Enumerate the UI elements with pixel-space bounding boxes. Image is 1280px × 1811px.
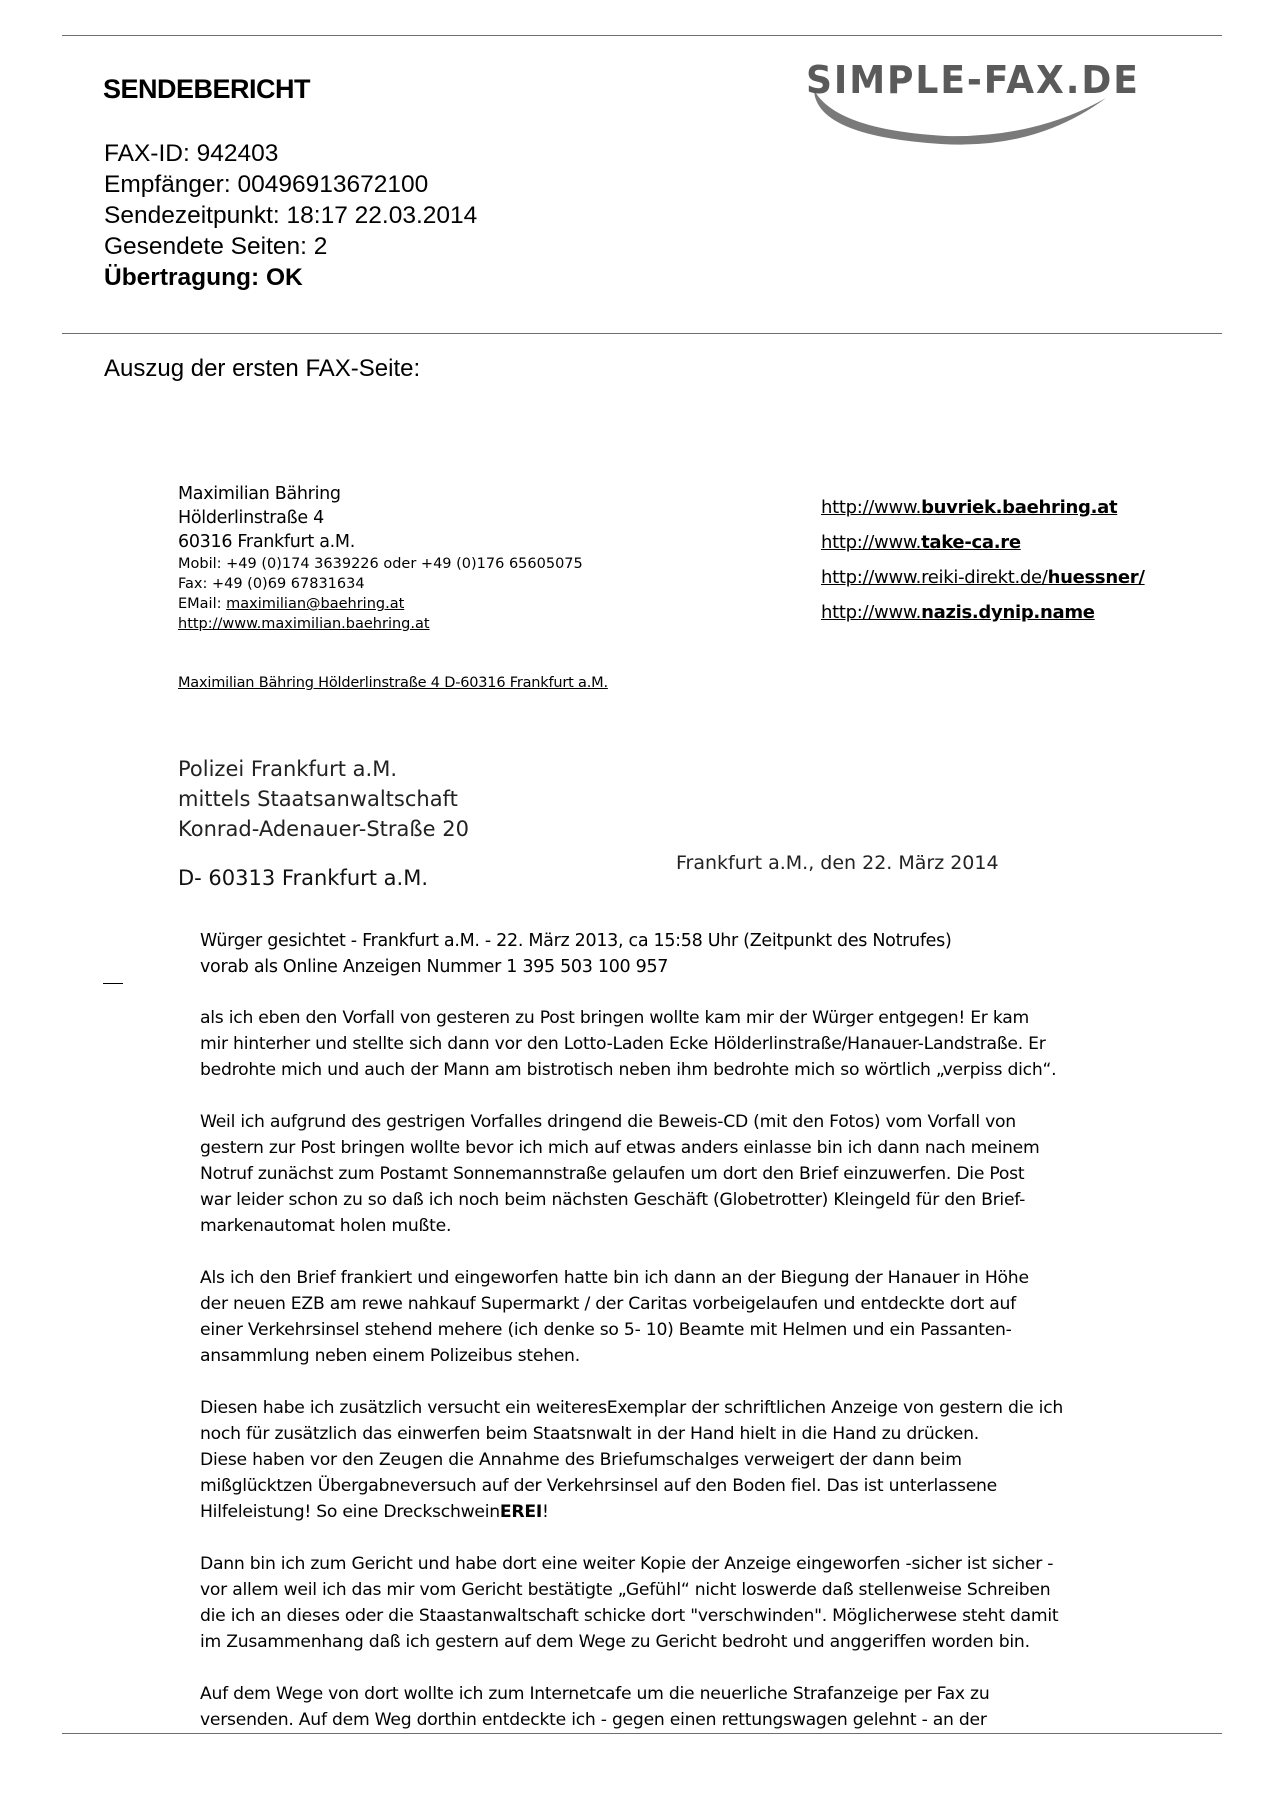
link-take-care[interactable]: http://www.take-ca.re <box>821 532 1021 553</box>
subject-line1: Würger gesichtet - Frankfurt a.M. - 22. März 2013, ca 15:58 Uhr (Zeitpunkt des Notrufes) <box>200 931 952 951</box>
body-line: Diese haben vor den Zeugen die Annahme des Briefumschalges verweigert der dann beim <box>200 1450 962 1470</box>
body-line: ansammlung neben einem Polizeibus stehen. <box>200 1346 580 1366</box>
return-address: Maximilian Bähring Hölderlinstraße 4 D-60316 Frankfurt a.M. <box>178 675 608 691</box>
body-line: versenden. Auf dem Weg dorthin entdeckte ich - gegen einen rettungswagen gelehnt - an der <box>200 1710 987 1730</box>
subject-block <box>200 928 952 980</box>
body-line: mir hinterher und stellte sich dann vor den Lotto-Laden Ecke Hölderlinstraße/Hanauer-Landstraße. Er <box>200 1034 1046 1054</box>
link-list <box>821 490 1145 630</box>
bottom-divider <box>62 1733 1222 1734</box>
body-line: die ich an dieses oder die Staastanwaltschaft schicke dort "verschwinden". Möglicherwese steht damit <box>200 1606 1059 1626</box>
top-divider <box>62 35 1222 36</box>
body-line: als ich eben den Vorfall von gesteren zu Post bringen wollte kam mir der Würger entgegen! Er kam <box>200 1008 1030 1028</box>
middle-divider <box>62 333 1222 334</box>
body-line: vor allem weil ich das mir vom Gericht bestätigte „Gefühl“ nicht loswerde daß stellenweise Schreiben <box>200 1580 1051 1600</box>
body-paragraph-4 <box>200 1395 1160 1525</box>
body-line: mißglücktzen Übergabneversuch auf der Verkehrsinsel auf den Boden fiel. Das ist unterlassene <box>200 1476 997 1496</box>
body-line: gestern zur Post bringen wollte bevor ich mich auf etwas anders einlasse bin ich dann nach meinem <box>200 1138 1040 1158</box>
body-line: markenautomat holen mußte. <box>200 1216 452 1236</box>
sender-email-line <box>178 594 583 614</box>
link-reiki[interactable]: http://www.reiki-direkt.de/huessner/ <box>821 567 1145 588</box>
email-label: EMail: <box>178 596 227 612</box>
simple-fax-logo <box>806 58 1202 154</box>
body-paragraph-3 <box>200 1265 1160 1369</box>
body-line: noch für zusätzlich das einwerfen beim Staatsnwalt in der Hand hielt in die Hand zu drücken. <box>200 1424 979 1444</box>
body-line: Als ich den Brief frankiert und eingeworfen hatte bin ich dann an der Biegung der Hanauer in Höhe <box>200 1268 1029 1288</box>
letter-date: Frankfurt a.M., den 22. März 2014 <box>676 852 999 874</box>
sender-website-link[interactable]: http://www.maximilian.baehring.at <box>178 616 430 632</box>
send-time: Sendezeitpunkt: 18:17 22.03.2014 <box>104 202 478 229</box>
excerpt-label: Auszug der ersten FAX-Seite: <box>104 355 421 382</box>
margin-dash <box>103 983 123 984</box>
body-line: Auf dem Wege von dort wollte ich zum Internetcafe um die neuerliche Strafanzeige per Fax zu <box>200 1684 990 1704</box>
recipient-block <box>178 754 469 844</box>
letter-body <box>200 1005 1160 1759</box>
link-nazis-dynip[interactable]: http://www.nazis.dynip.name <box>821 602 1095 623</box>
body-line: der neuen EZB am rewe nahkauf Supermarkt / der Caritas vorbeigelaufen und entdeckte dort auf <box>200 1294 1016 1314</box>
pages-sent: Gesendete Seiten: 2 <box>104 233 328 260</box>
body-line: im Zusammenhang daß ich gestern auf dem Wege zu Gericht bedroht und anggeriffen worden bin. <box>200 1632 1030 1652</box>
body-line: Diesen habe ich zusätzlich versucht ein weiteresExemplar der schriftlichen Anzeige von gestern die ich <box>200 1398 1064 1418</box>
body-paragraph-1 <box>200 1005 1160 1083</box>
sender-street: Hölderlinstraße 4 <box>178 508 324 528</box>
sender-name: Maximilian Bähring <box>178 484 341 504</box>
body-paragraph-2 <box>200 1109 1160 1239</box>
transmission-details <box>104 138 477 293</box>
link-buvriek[interactable]: http://www.buvriek.baehring.at <box>821 497 1118 518</box>
body-line: bedrohte mich und auch der Mann am bistrotisch neben ihm bedrohte mich so wörtlich „verpiss dich“. <box>200 1060 1057 1080</box>
recipient-line3: Konrad-Adenauer-Straße 20 <box>178 817 469 841</box>
logo-text: SIMPLE-FAX.DE <box>806 58 1140 102</box>
recipient-line2: mittels Staatsanwaltschaft <box>178 787 458 811</box>
body-line: Hilfeleistung! So eine DreckschweinEREI! <box>200 1502 549 1522</box>
body-line: Notruf zunächst zum Postamt Sonnemannstraße gelaufen um dort den Brief einzuwerfen. Die Post <box>200 1164 1025 1184</box>
body-paragraph-5 <box>200 1551 1160 1655</box>
sender-block <box>178 482 583 634</box>
recipient-city: D- 60313 Frankfurt a.M. <box>178 866 429 890</box>
recipient-line1: Polizei Frankfurt a.M. <box>178 757 397 781</box>
sender-email-link[interactable]: maximilian@baehring.at <box>226 596 405 612</box>
body-line: einer Verkehrsinsel stehend mehere (ich denke so 5- 10) Beamte mit Helmen und ein Passanten- <box>200 1320 1012 1340</box>
report-title: SENDEBERICHT <box>103 74 311 104</box>
subject-line2: vorab als Online Anzeigen Nummer 1 395 503 100 957 <box>200 957 669 977</box>
sender-fax: Fax: +49 (0)69 67831634 <box>178 576 365 592</box>
sender-city: 60316 Frankfurt a.M. <box>178 532 355 552</box>
body-line: Weil ich aufgrund des gestrigen Vorfalles dringend die Beweis-CD (mit den Fotos) vom Vorfall von <box>200 1112 1016 1132</box>
sender-mobile: Mobil: +49 (0)174 3639226 oder +49 (0)176 65605075 <box>178 556 583 572</box>
body-line: Dann bin ich zum Gericht und habe dort eine weiter Kopie der Anzeige eingeworfen -sicher ist sicher - <box>200 1554 1054 1574</box>
transmission-status: Übertragung: OK <box>104 264 303 291</box>
body-paragraph-6 <box>200 1681 1160 1733</box>
fax-recipient: Empfänger: 00496913672100 <box>104 171 429 198</box>
body-line: war leider schon zu so daß ich noch beim nächsten Geschäft (Globetrotter) Kleingeld für den Brief- <box>200 1190 1026 1210</box>
fax-id: FAX-ID: 942403 <box>104 140 279 167</box>
